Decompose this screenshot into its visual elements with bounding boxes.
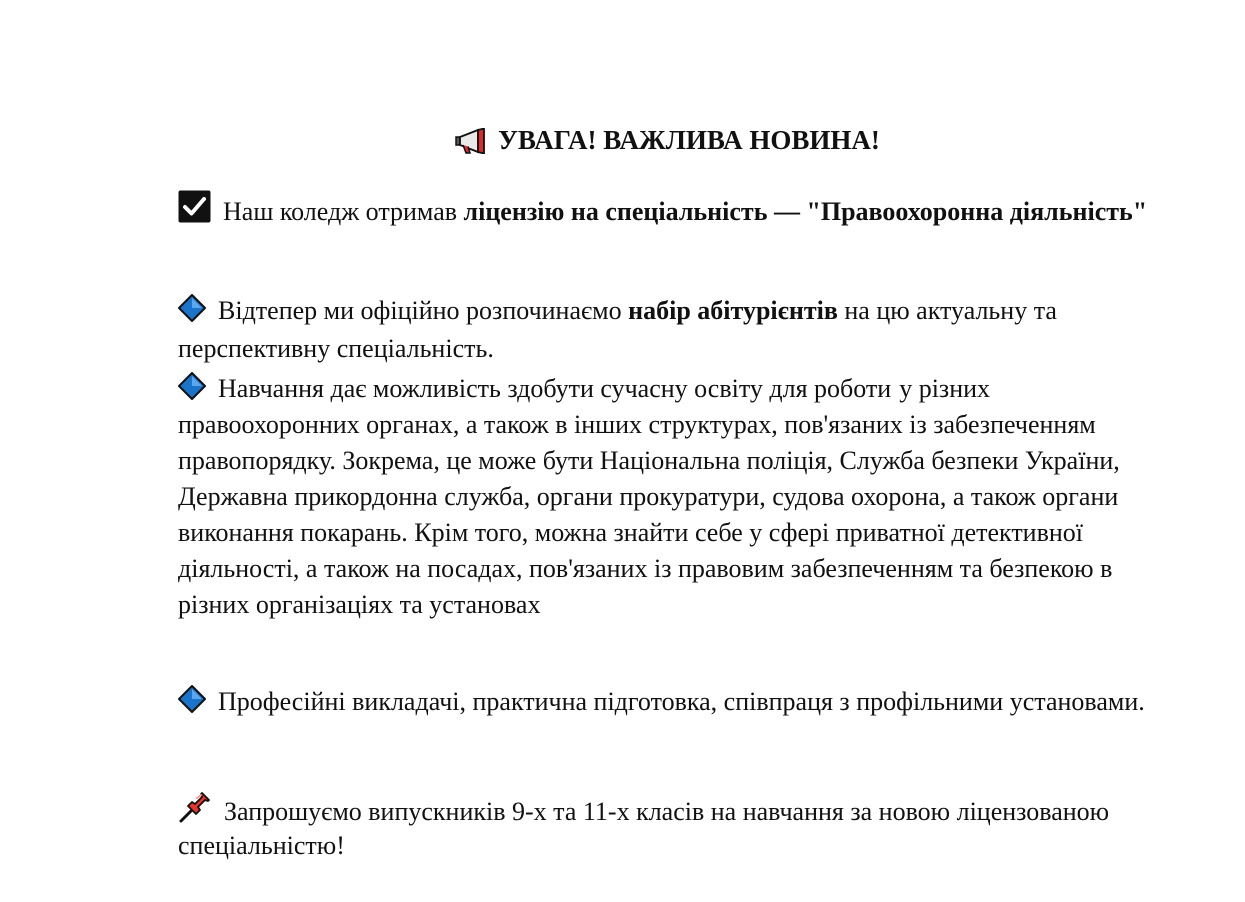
teachers-text: Професійні викладачі, практична підготовка, співпраця з профільними установами. — [218, 687, 1145, 716]
check-box-icon — [178, 190, 211, 223]
license-paragraph — [178, 190, 1153, 228]
megaphone-icon — [454, 128, 488, 154]
pushpin-icon — [178, 790, 212, 824]
invitation-paragraph — [178, 790, 1153, 863]
career-text-cont: у різних правоохоронних органах, а також в інших структурах, пов'язаних із забезпеченням правопорядку. Зокрема, це може бути Національна поліція, Служба безпеки України, Державна прикордонна служба, органи прокуратури, судова охорона, а також органи виконання покарань. Крім того, можна знайти себе у сфері приватної детективної діяльності, а також на посадах, пов'язаних із правовим забезпеченням та безпекою в різних організаціях та установах — [178, 374, 1120, 619]
blue-diamond-icon — [178, 294, 206, 322]
announcement-title — [0, 122, 1245, 158]
license-text: Наш коледж отримав — [223, 197, 464, 226]
admission-paragraph — [178, 292, 1153, 368]
title-text: УВАГА! ВАЖЛИВА НОВИНА! — [498, 125, 880, 155]
admission-text: Відтепер ми офіційно розпочинаємо — [218, 296, 629, 325]
blue-diamond-icon — [178, 372, 206, 400]
admission-text-bold: набір абітурієнтів — [628, 296, 838, 325]
blue-diamond-icon — [178, 685, 206, 713]
license-text-bold: ліцензію на спеціальність — "Правоохоронна діяльність" — [463, 197, 1148, 226]
career-paragraph — [178, 371, 1153, 623]
admission-text-end: на цю актуальну та перспективну спеціальність. — [178, 296, 1057, 363]
career-text: Навчання дає можливість здобути сучасну освіту для роботи — [218, 374, 892, 403]
teachers-paragraph — [178, 683, 1153, 720]
invitation-text: Запрошуємо випускників 9-х та 11-х класів на навчання за новою ліцензованою спеціальністю! — [178, 797, 1110, 860]
